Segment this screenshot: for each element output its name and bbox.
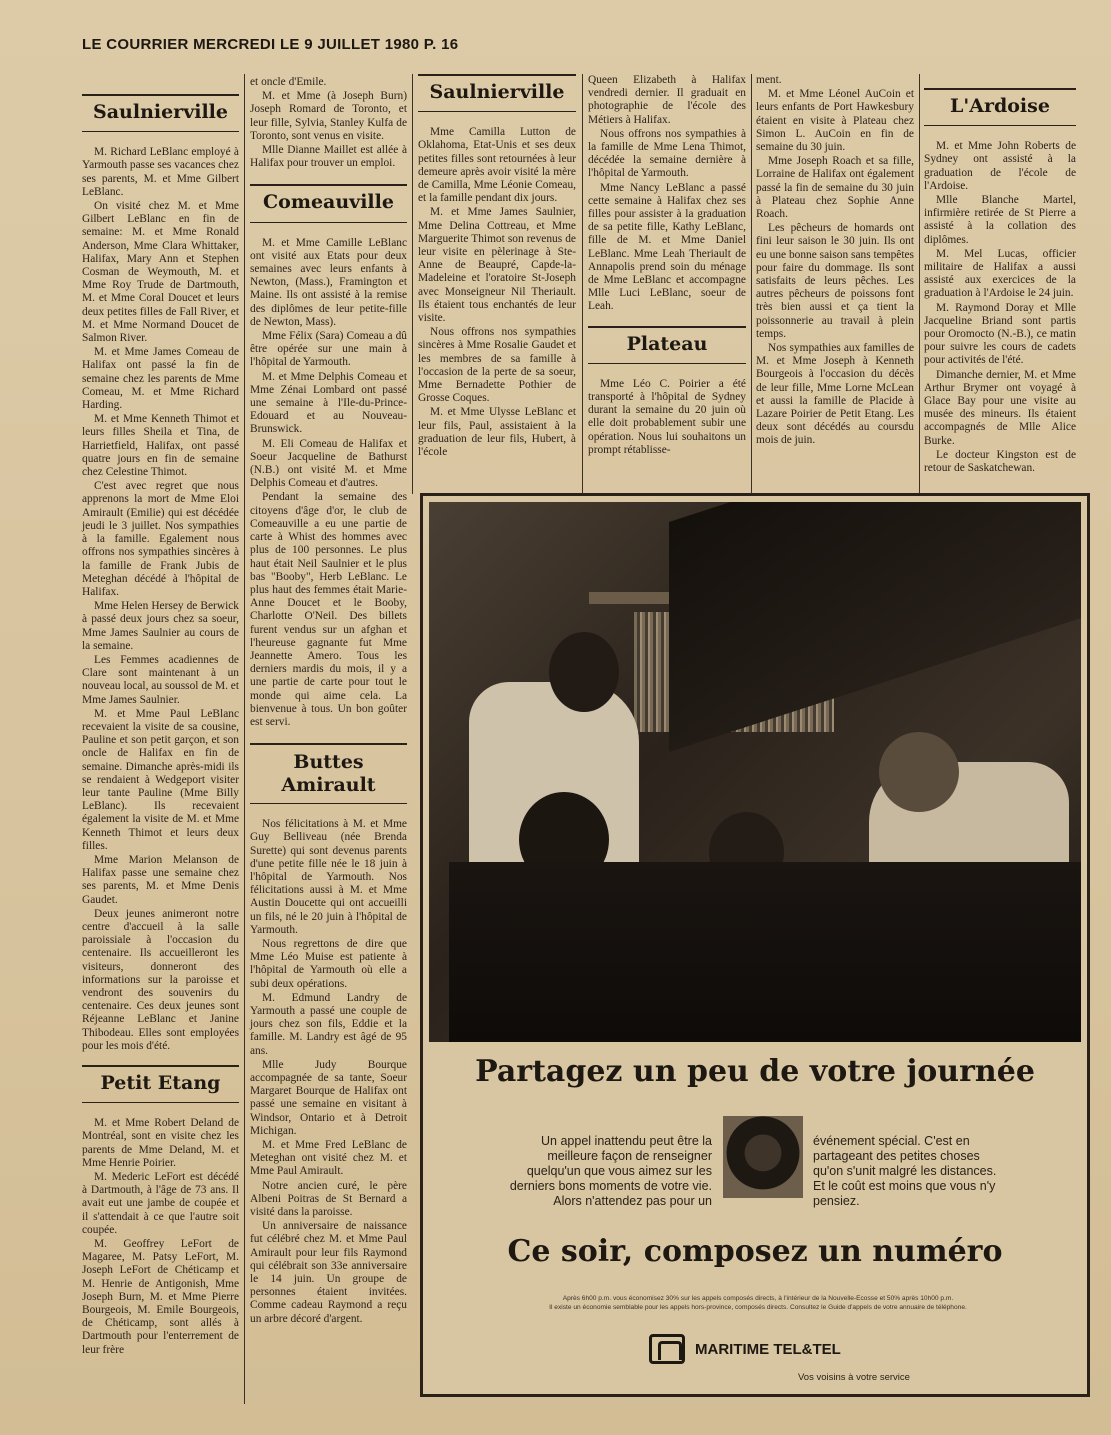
section-body-comeauville (250, 237, 407, 730)
article-paragraph: On visité chez M. et Mme Gilbert LeBlanc en fin de semaine: M. et Mme Ronald Anderson, Mme Clara Whittaker, Halifax, Mary Ann et Stephen Cosman de Weymouth, M. et Mme Roy Trude de Dartmouth, M. et Mme Coral Doucet et leurs deux petites filles de Fall River, et M. et Mme Normand Doucet de Salmon River. (82, 200, 239, 345)
article-paragraph: Les Femmes acadiennes de Clare sont maintenant à un nouveau local, au soussol de M. et Mme James Saulnier. (82, 653, 239, 706)
advertisement-photo (429, 502, 1081, 1042)
column-4 (588, 74, 746, 458)
article-paragraph: Nous offrons nos sympathies à la famille de Mme Lena Thimot, décédée la semaine dernière à l'hôpital de Yarmouth. (588, 127, 746, 180)
ad-headline: Partagez un peu de votre journée (475, 1054, 1035, 1089)
piano-lid-image (669, 502, 1081, 752)
column-divider (412, 74, 413, 494)
section-body-saulnierville-2-continued (588, 74, 746, 314)
article-paragraph: M. et Mme Fred LeBlanc de Meteghan ont visité chez M. et Mme Paul Amirault. (250, 1139, 407, 1178)
section-heading-lardoise: L'Ardoise (924, 88, 1076, 126)
advertisement (420, 493, 1090, 1397)
article-paragraph: Mme Helen Hersey de Berwick à passé deux jours chez sa soeur, Mme James Saulnier au cours de la semaine. (82, 600, 239, 652)
article-paragraph: M. et Mme James Saulnier, Mme Delina Cottreau, et Mme Marguerite Thimot son revenus de leur visite en pèlerinage à Ste-Anne de Beaupré, Capde-la-Madeleine et l'oratoire St-Joseph avec Monseigneur Nil Theriault. Ils étaient tous enchantés de leur visite. (418, 206, 576, 325)
brand-name: MARITIME TEL&TEL (695, 1340, 841, 1358)
article-paragraph: M. et Mme Delphis Comeau et Mme Zénai Lombard ont passé une semaine à l'Ile-du-Prince-Edouard et au Nouveau-Brunswick. (250, 370, 407, 436)
section-heading-petit-etang: Petit Etang (82, 1065, 239, 1103)
piano-image (449, 862, 1081, 1042)
article-paragraph: M. Mel Lucas, officier militaire de Halifax a aussi assisté aux exercices de la graduation à l'Ardoise le 24 juin. (924, 247, 1076, 300)
section-body-lardoise (924, 140, 1076, 475)
column-divider (919, 74, 920, 494)
running-head: LE COURRIER MERCREDI LE 9 JUILLET 1980 P. 16 (82, 36, 459, 53)
article-paragraph: Les pêcheurs de homards ont fini leur saison le 30 juin. Ils ont eu une bonne saison sans tempêtes pour faire du dommage. Ils sont satisfaits de leurs pêches. Les autres pêcheurs de poissons font très bien aussi et ça tient la poissonnerie au travail à plein temps. (756, 222, 914, 340)
article-paragraph: Mlle Judy Bourque accompagnée de sa tante, Soeur Margaret Bourque de Halifax ont passé une semaine en visitant à Windsor, Ontario et à Detroit Michigan. (250, 1058, 407, 1137)
column-3 (418, 68, 576, 460)
section-body-plateau-continued (756, 74, 914, 448)
section-body-petit-etang-continued (250, 76, 407, 170)
column-divider (244, 74, 245, 1404)
section-body-saulnierville-2 (418, 126, 576, 459)
column-6 (924, 82, 1076, 476)
section-body-saulnierville (82, 146, 239, 1053)
article-paragraph: M. et Mme Léonel AuCoin et leurs enfants de Port Hawkesbury étaient en visite à Plateau chez Simon L. AuCoin en fin de semaine du 30 juin. (756, 88, 914, 154)
section-heading-plateau: Plateau (588, 326, 746, 364)
article-paragraph: M. Mederic LeFort est décédé à Dartmouth, à l'âge de 73 ans. Il avait eut une jambe de coupée et il s'attendait à ce que l'autre soit coupée. (82, 1171, 239, 1236)
section-heading-saulnierville: Saulnierville (82, 94, 239, 132)
article-paragraph: M. Geoffrey LeFort de Magaree, M. Patsy LeFort, M. Joseph LeFort de Chéticamp et M. Henrie de Antigonish, Mme Joseph Burn, M. et Mme Pierre Bourgeois, M. Emile Bourgeois, de Chéticamp, sont allés à Dartmouth pour l'enterrement de leur frère (82, 1238, 239, 1356)
article-paragraph: et oncle d'Emile. (250, 76, 327, 88)
article-paragraph: Mme Camilla Lutton de Oklahoma, Etat-Unis et ses deux petites filles sont retournées à leur demeure après avoir visité la mère de Camilla, Mme Léonie Comeau, et la famille pendant dix jours. (418, 126, 576, 205)
child-on-phone-image (723, 1116, 803, 1198)
article-paragraph: Mme Joseph Roach et sa fille, Lorraine de Halifax ont également passé la fin de semaine du 30 juin à Plateau chez Sophie Anne Roach. (756, 155, 914, 221)
article-paragraph: M. et Mme Ulysse LeBlanc et leur fils, Paul, assistaient à la graduation de leur fils, Hubert, à l'école (418, 406, 576, 459)
column-5 (756, 74, 914, 449)
ad-call-to-action: Ce soir, composez un numéro (507, 1234, 1003, 1269)
article-paragraph: M. et Mme (à Joseph Burn) Joseph Romard de Toronto, et leur fille, Sylvia, Stanley Kulfa de Toronto, sont venus en visite. (250, 90, 407, 142)
article-paragraph: Mme Léo C. Poirier a été transporté à l'hôpital de Sydney durant la semaine du 20 juin où elle doit probablement subir une opération. Nous lui souhaitons un prompt rétablisse- (588, 377, 746, 456)
article-paragraph: C'est avec regret que nous apprenons la mort de Mme Eloi Amirault (Emilie) qui est décédée jeudi le 3 juillet. Nos sympathies à la famille. Egalement nous offrons nos sympathies sincères à la famille de Frank Jubis de Meteghan décédé à l'hôpital de Halifax. (82, 480, 239, 598)
ad-body-left: Un appel inattendu peut être la meilleure façon de renseigner quelqu'un que vous aimez sur les derniers bons moments de votre vie. Alors n'attendez pas pour un (509, 1134, 712, 1208)
section-heading-saulnierville-2: Saulnierville (418, 74, 576, 112)
article-paragraph: M. et Mme Paul LeBlanc recevaient la visite de sa cousine, Pauline et son petit garçon, et son oncle de Halifax en fin de semaine. Dimanche après-midi ils se rendaient à Wedgeport visiter leur tante Pauline (Mme Billy LeBlanc). Ils recevaient également la visite de M. et Mme Kenneth Thimot et leurs deux filles. (82, 707, 239, 852)
article-paragraph: Mlle Dianne Maillet est allée à Halifax pour trouver un emploi. (250, 144, 407, 170)
column-divider (582, 74, 583, 494)
column-divider (751, 74, 752, 494)
section-body-buttes-amirault (250, 818, 407, 1326)
article-paragraph: M. et Mme Camille LeBlanc ont visité aux Etats pour deux semaines avec leurs enfants à Newton, (Mass.), Framington et Maine. Ils ont assisté à la remise des diplômes de leur petite-fille de Newton, Mass). (250, 236, 407, 328)
section-body-petit-etang (82, 1117, 239, 1357)
article-paragraph: Mme Félix (Sara) Comeau a dû être opérée sur une main à l'hôpital de Yarmouth. (250, 330, 407, 369)
article-paragraph: ment. (756, 74, 782, 86)
article-paragraph: Le docteur Kingston est de retour de Saskatchewan. (924, 448, 1076, 475)
article-paragraph: Mlle Blanche Martel, infirmière retirée de St Pierre a assisté à la collation des diplômes. (924, 194, 1076, 246)
article-paragraph: M. Richard LeBlanc employé à Yarmouth passe ses vacances chez ses parents, M. et Mme Gilbert LeBlanc. (82, 146, 239, 198)
article-paragraph: M. Raymond Doray et Mlle Jacqueline Briand sont partis pour Oromocto (N.-B.), ce matin pour suivre les cours de cadets pour activités de l'été. (924, 301, 1076, 367)
column-1 (82, 88, 239, 1358)
brand-tagline: Vos voisins à votre service (798, 1372, 910, 1383)
article-paragraph: Pendant la semaine des citoyens d'âge d'or, le club de Comeauville a eu une partie de carte à Whist des hommes avec plus de 100 personnes. Le plus haut était Neil Saulnier et le plus bas "Booby", Herb LeBlanc. Le plus haut des femmes était Marie-Anne Doucet et le Booby, Charlotte O'Neil. Des billets furent vendus sur un afghan et l'heureuse gagnante fut Mme Jeannette Amero. Tous les derniers mardis du mois, il y a une partie de carte pour tout le monde qui aime cela. La bienvenue à tous. Un bon goûter est servi. (250, 491, 407, 728)
maritime-tel-logo-icon (649, 1334, 685, 1364)
article-paragraph: Queen Elizabeth à Halifax vendredi dernier. Il graduait en photographie de l'école des Métiers à Halifax. (588, 74, 746, 126)
article-paragraph: Deux jeunes animeront notre centre d'accueil à la salle paroissiale à l'occasion du centenaire. Ils accueilleront les visiteurs, donneront des informations sur la paroisse et vendront des souvenirs du centenaire. Ces deux jeunes sont Réjeanne LeBlanc et Janine Thibodeau. Elles sont employées pour les mois d'été. (82, 907, 239, 1052)
article-paragraph: M. Edmund Landry de Yarmouth a passé une couple de jours chez son fils, Eddie et la famille. M. Landry est âgé de 95 ans. (250, 991, 407, 1057)
article-paragraph: Notre ancien curé, le père Albeni Poitras de St Bernard a visité dans la paroisse. (250, 1179, 407, 1219)
article-paragraph: Nous regrettons de dire que Mme Léo Muise est patiente à l'hôpital de Yarmouth où elle a subi deux opérations. (250, 937, 407, 990)
article-paragraph: M. Eli Comeau de Halifax et Soeur Jacqueline de Bathurst (N.B.) ont visité M. et Mme Delphis Comeau et d'autres. (250, 437, 407, 490)
section-heading-buttes-amirault: Buttes Amirault (250, 743, 407, 804)
article-paragraph: M. et Mme James Comeau de Halifax ont passé la fin de semaine chez les parents de Mme Comeau, M. et Mme Richard Harding. (82, 346, 239, 412)
article-paragraph: M. et Mme John Roberts de Sydney ont assisté à la graduation de l'école de l'Ardoise. (924, 140, 1076, 192)
brand-logo (649, 1334, 841, 1364)
ad-fine-print (453, 1294, 1063, 1312)
article-paragraph: Mme Marion Melanson de Halifax passe une semaine chez ses parents, M. et Mme Denis Gaudet. (82, 853, 239, 906)
article-paragraph: Nos sympathies aux familles de M. et Mme Joseph à Kenneth Bourgeois à l'occasion du décès de leur fille, Mme Lorne McLean et aussi la famille de Placide à Lazare Poirier de Petit Etang. Les deux sont décédés au coursdu mois de juin. (756, 342, 914, 447)
ad-body-right: événement spécial. C'est en partageant des petites choses qu'on s'unit malgré les distances. Et le coût est moins que vous n'y pensiez. (813, 1134, 997, 1208)
article-paragraph: M. et Mme Kenneth Thimot et leurs filles Sheila et Tina, de Harrietfield, Halifax, ont passé quatre jours en fin de semaine chez Celestine Thimot. (82, 413, 239, 479)
article-paragraph: M. et Mme Robert Deland de Montréal, sont en visite chez les parents de Mme Deland, M. et Mme Henrie Poirier. (82, 1117, 239, 1169)
ad-fine-print-line-2: Il existe un économie semblable pour les appels hors-province, composés directs. Consultez le Guide d'appels de votre annuaire de téléphone. (549, 1304, 967, 1311)
section-body-plateau (588, 378, 746, 457)
article-paragraph: Un anniversaire de naissance fut célébré chez M. et Mme Paul Amirault pour leur fils Raymond qui célébrait son 33e anniversaire le 14 juin. Un groupe de personnes étaient invitées. Comme cadeau Raymond a reçu un arbre décoré d'argent. (250, 1220, 407, 1325)
column-2 (250, 76, 407, 1327)
article-paragraph: Nos félicitations à M. et Mme Guy Belliveau (née Brenda Surette) qui sont devenus parents d'une petite fille née le 18 juin à l'hôpital de Yarmouth. Nos félicitations aussi à M. et Mme Austin Doucette qui ont accueilli un fils, né le 20 juin à l'hôpital de Yarmouth. (250, 818, 407, 936)
article-paragraph: Mme Nancy LeBlanc a passé cette semaine à Halifax chez ses filles pour assister à la graduation de sa petite fille, Kathy LeBlanc, fille de M. et Mme Daniel LeBlanc. Mme Leah Theriault de Annapolis prend soin du ménage de Mme LeBlanc et accompagne Mlle Luci LeBlanc, soeur de Leah. (588, 181, 746, 313)
article-paragraph: Nous offrons nos sympathies sincères à Mme Rosalie Gaudet et les membres de sa famille à l'occasion de la perte de sa soeur, Mme Bernadette Pothier de Grosse Coques. (418, 326, 576, 405)
ad-fine-print-line-1: Après 6h00 p.m. vous économisez 30% sur les appels composés directs, à l'intérieur de la Nouvelle-Ecosse et 50% après 10h00 p.m. (562, 1295, 954, 1302)
section-heading-comeauville: Comeauville (250, 184, 407, 222)
article-paragraph: Dimanche dernier, M. et Mme Arthur Brymer ont voyagé à Glace Bay pour une visite au musée des mineurs. Ils étaient accompagnés de Mlle Alice Burke. (924, 368, 1076, 447)
